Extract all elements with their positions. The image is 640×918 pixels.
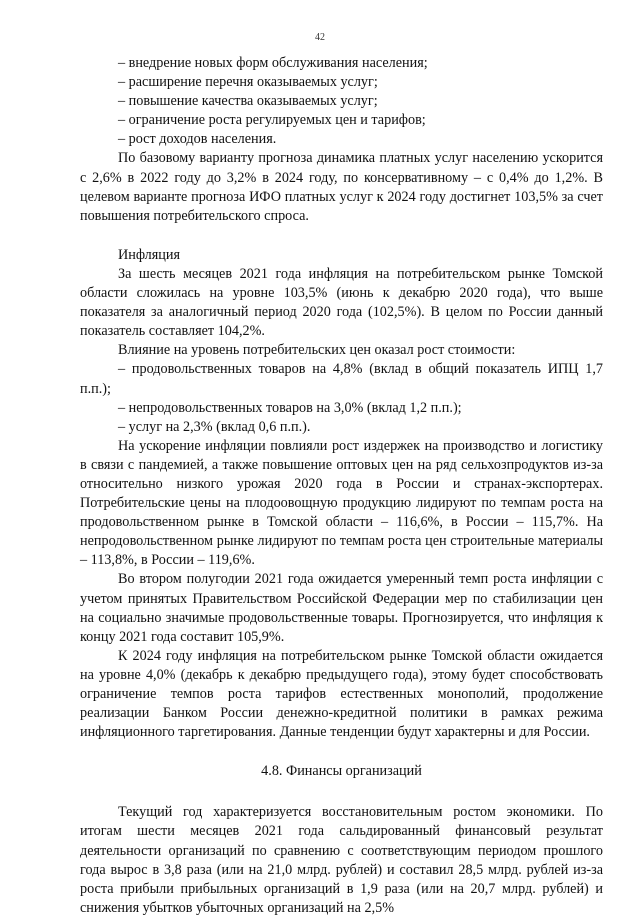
paragraph-price-influence: Влияние на уровень потребительских цен оказал рост стоимости:: [118, 342, 516, 359]
list-item: – ограничение роста регулируемых цен и тарифов;: [118, 112, 426, 129]
section-heading: 4.8. Финансы организаций: [261, 763, 422, 780]
list-item: – услуг на 2,3% (вклад 0,6 п.п.).: [118, 418, 311, 435]
list-item: – продовольственных товаров на 4,8% (вклад в общий показатель ИПЦ 1,7 п.п.);: [80, 361, 603, 397]
page-content: [80, 54, 603, 918]
list-item: – расширение перечня оказываемых услуг;: [118, 74, 378, 91]
list-item: – повышение качества оказываемых услуг;: [118, 93, 378, 110]
list-item: – непродовольственных товаров на 3,0% (вклад 1,2 п.п.);: [118, 399, 462, 416]
paragraph-inflation-2024: К 2024 году инфляция на потребительском рынке Томской области ожидается на уровне 4,0% (декабрь к декабрю предыдущего года), этому будет способствовать ограничение темпов роста тарифов естественных монополий, продолжение реализации Банком России денежно-кредитной политики в рамках режима инфляционного таргетирования. Данные тенденции будут характерны и для России.: [80, 647, 603, 741]
spacer: [80, 742, 603, 762]
paragraph-services-forecast: По базовому варианту прогноза динамика платных услуг населению ускорится с 2,6% в 2022 году до 3,2% в 2024 году, по консервативному – с 0,4% до 1,2%. В целевом варианте прогноза ИФО платных услуг к 2024 году достигнет 103,5% за счет повышения потребительского спроса.: [80, 150, 603, 224]
paragraph-inflation-acceleration: На ускорение инфляции повлияли рост издержек на производство и логистику в связи с пандемией, а также повышение оптовых цен на ряд сельхозпродуктов из-за относительно низкого урожая 2020 года в России и странах-экспортерах. Потребительские цены на плодоовощную продукцию лидируют по темпам роста на продовольственном рынке в Томской области – 116,6%, в России – 115,7%. На непродовольственном рынке лидируют по темпам роста цен строительные материалы – 113,8%, в России – 119,6%.: [80, 437, 603, 569]
page-number: 42: [315, 32, 325, 43]
list-item: – внедрение новых форм обслуживания населения;: [118, 55, 428, 71]
spacer: [80, 781, 603, 803]
paragraph-inflation-six-months: За шесть месяцев 2021 года инфляция на потребительском рынке Томской области сложилась на уровне 103,5% (июнь к декабрю 2020 года), что выше показателя за аналогичный период 2020 года (102,5%). В целом по России данный показатель составляет 104,2%.: [80, 265, 603, 340]
list-item: – рост доходов населения.: [118, 131, 277, 148]
paragraph-second-half: Во втором полугодии 2021 года ожидается умеренный темп роста инфляции с учетом принятых Правительством Российской Федерации мер по стабилизации цен на социально значимые продовольственные товары. Прогнозируется, что инфляция к концу 2021 года составит 105,9%.: [80, 571, 603, 645]
subheading-inflation: Инфляция: [118, 246, 180, 263]
paragraph-organization-finance: Текущий год характеризуется восстановительным ростом экономики. По итогам шести месяцев 2021 года сальдированный финансовый результат деятельности организаций по сравнению с соответствующим периодом прошлого года вырос в 3,8 раза (или на 21,0 млрд. рублей) и составил 28,5 млрд. рублей из-за роста прибыли прибыльных организаций в 1,9 раза (или на 20,7 млрд. рублей) и снижения убытков убыточных организаций на 2,5%: [80, 804, 603, 916]
spacer: [80, 226, 603, 246]
